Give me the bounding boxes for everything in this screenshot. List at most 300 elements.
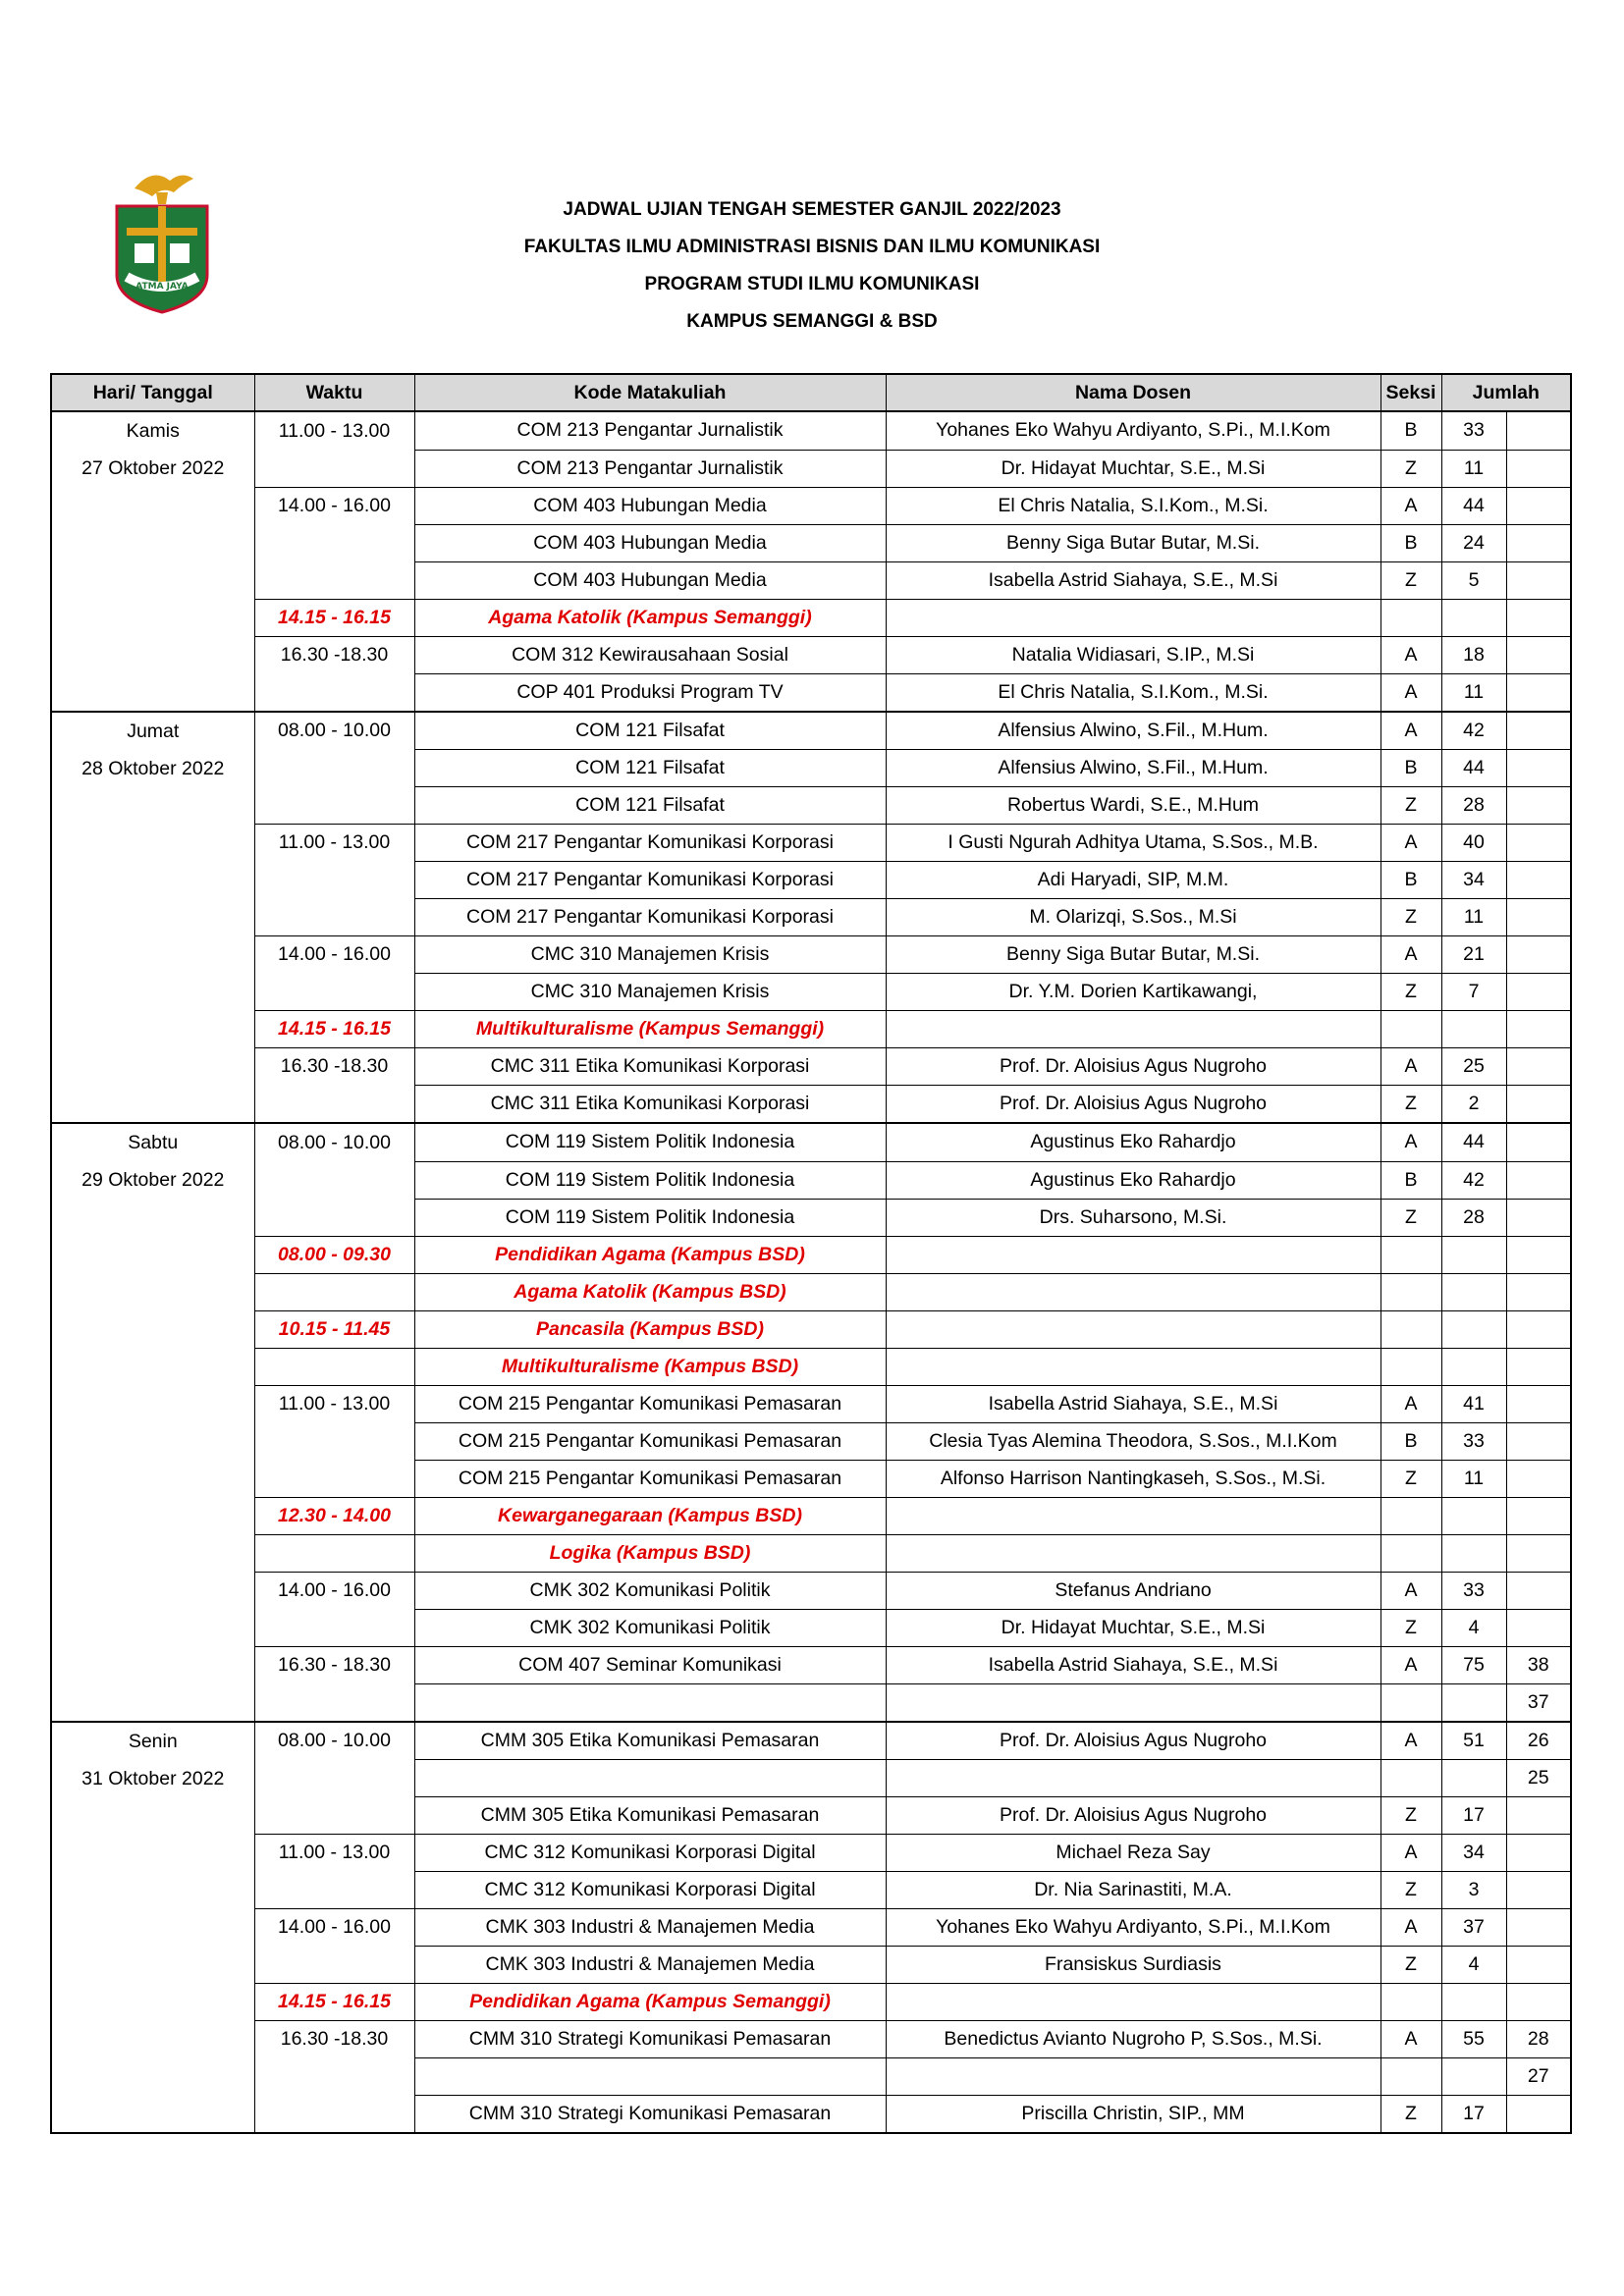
- course-cell: CMC 311 Etika Komunikasi Korporasi: [414, 1086, 886, 1124]
- count-cell: 40: [1441, 825, 1506, 862]
- lecturer-cell: Prof. Dr. Aloisius Agus Nugroho: [886, 1048, 1380, 1086]
- table-row: [51, 1123, 1571, 1161]
- count-cell: 33: [1441, 411, 1506, 450]
- extra-count-cell: [1506, 1909, 1571, 1947]
- day-cell: [51, 487, 254, 524]
- table-row: [51, 1909, 1571, 1947]
- table-row: [51, 1722, 1571, 1760]
- section-cell: [1380, 1683, 1441, 1722]
- table-row: [51, 1199, 1571, 1236]
- col-header-day: Hari/ Tanggal: [51, 374, 254, 411]
- count-cell: 11: [1441, 450, 1506, 487]
- day-cell: [51, 1011, 254, 1048]
- table-row: [51, 1273, 1571, 1310]
- section-cell: Z: [1380, 787, 1441, 825]
- table-row: [51, 1086, 1571, 1124]
- header-line-1: JADWAL UJIAN TENGAH SEMESTER GANJIL 2022/2023: [563, 199, 1061, 220]
- extra-count-cell: [1506, 487, 1571, 524]
- section-cell: A: [1380, 1909, 1441, 1947]
- course-cell: COM 119 Sistem Politik Indonesia: [414, 1199, 886, 1236]
- col-header-count: Jumlah: [1441, 374, 1571, 411]
- count-cell: 4: [1441, 1947, 1506, 1984]
- course-cell: Kewarganegaraan (Kampus BSD): [414, 1497, 886, 1534]
- count-cell: 11: [1441, 899, 1506, 936]
- day-cell: [51, 1348, 254, 1385]
- time-cell: [254, 561, 414, 599]
- day-cell: [51, 1534, 254, 1572]
- table-row: [51, 1835, 1571, 1872]
- table-row: [51, 1984, 1571, 2021]
- lecturer-cell: El Chris Natalia, S.I.Kom., M.Si.: [886, 673, 1380, 712]
- table-row: [51, 1609, 1571, 1646]
- day-cell: [51, 1236, 254, 1273]
- course-cell: CMM 310 Strategi Komunikasi Pemasaran: [414, 2096, 886, 2134]
- lecturer-cell: Isabella Astrid Siahaya, S.E., M.Si: [886, 1646, 1380, 1683]
- time-cell: [254, 673, 414, 712]
- lecturer-cell: [886, 1236, 1380, 1273]
- course-cell: COM 403 Hubungan Media: [414, 487, 886, 524]
- lecturer-cell: Yohanes Eko Wahyu Ardiyanto, S.Pi., M.I.Kom: [886, 411, 1380, 450]
- section-cell: A: [1380, 1835, 1441, 1872]
- count-cell: 2: [1441, 1086, 1506, 1124]
- time-cell: 12.30 - 14.00: [254, 1497, 414, 1534]
- section-cell: A: [1380, 1123, 1441, 1161]
- count-cell: [1441, 2058, 1506, 2096]
- day-cell: [51, 899, 254, 936]
- table-header-row: [51, 374, 1571, 411]
- lecturer-cell: [886, 1683, 1380, 1722]
- time-cell: 10.15 - 11.45: [254, 1310, 414, 1348]
- extra-count-cell: [1506, 524, 1571, 561]
- col-header-section: Seksi: [1380, 374, 1441, 411]
- time-cell: [254, 1534, 414, 1572]
- lecturer-cell: M. Olarizqi, S.Sos., M.Si: [886, 899, 1380, 936]
- course-cell: COM 215 Pengantar Komunikasi Pemasaran: [414, 1422, 886, 1460]
- table-row: [51, 1797, 1571, 1835]
- table-row: [51, 1497, 1571, 1534]
- count-cell: 11: [1441, 673, 1506, 712]
- course-cell: CMK 302 Komunikasi Politik: [414, 1609, 886, 1646]
- table-row: [51, 1760, 1571, 1797]
- section-cell: [1380, 1310, 1441, 1348]
- section-cell: Z: [1380, 1199, 1441, 1236]
- count-cell: 18: [1441, 636, 1506, 673]
- table-row: [51, 1683, 1571, 1722]
- table-row: [51, 862, 1571, 899]
- lecturer-cell: Agustinus Eko Rahardjo: [886, 1123, 1380, 1161]
- extra-count-cell: [1506, 899, 1571, 936]
- table-row: [51, 712, 1571, 750]
- time-cell: [254, 1609, 414, 1646]
- time-cell: 14.00 - 16.00: [254, 1572, 414, 1609]
- table-row: [51, 2021, 1571, 2058]
- count-cell: 41: [1441, 1385, 1506, 1422]
- section-cell: A: [1380, 825, 1441, 862]
- course-cell: [414, 1760, 886, 1797]
- lecturer-cell: Alfensius Alwino, S.Fil., M.Hum.: [886, 750, 1380, 787]
- time-cell: [254, 1947, 414, 1984]
- day-cell: [51, 974, 254, 1011]
- time-cell: [254, 1460, 414, 1497]
- course-cell: CMM 305 Etika Komunikasi Pemasaran: [414, 1797, 886, 1835]
- course-cell: Pancasila (Kampus BSD): [414, 1310, 886, 1348]
- lecturer-cell: [886, 2058, 1380, 2096]
- day-cell: 28 Oktober 2022: [51, 750, 254, 787]
- lecturer-cell: Benny Siga Butar Butar, M.Si.: [886, 524, 1380, 561]
- day-cell: [51, 1460, 254, 1497]
- day-cell: 27 Oktober 2022: [51, 450, 254, 487]
- day-cell: Senin: [51, 1722, 254, 1760]
- course-cell: [414, 2058, 886, 2096]
- count-cell: [1441, 599, 1506, 636]
- table-row: [51, 524, 1571, 561]
- count-cell: 4: [1441, 1609, 1506, 1646]
- count-cell: 37: [1441, 1909, 1506, 1947]
- count-cell: [1441, 1984, 1506, 2021]
- lecturer-cell: [886, 1011, 1380, 1048]
- lecturer-cell: Alfensius Alwino, S.Fil., M.Hum.: [886, 712, 1380, 750]
- extra-count-cell: [1506, 1348, 1571, 1385]
- day-cell: [51, 2096, 254, 2134]
- extra-count-cell: [1506, 1835, 1571, 1872]
- extra-count-cell: [1506, 1123, 1571, 1161]
- table-row: [51, 411, 1571, 450]
- day-cell: [51, 862, 254, 899]
- time-cell: 14.15 - 16.15: [254, 1984, 414, 2021]
- section-cell: Z: [1380, 974, 1441, 1011]
- day-cell: [51, 1048, 254, 1086]
- count-cell: 44: [1441, 487, 1506, 524]
- day-cell: [51, 1497, 254, 1534]
- exam-schedule-table: [50, 373, 1572, 2134]
- course-cell: COM 217 Pengantar Komunikasi Korporasi: [414, 899, 886, 936]
- table-row: [51, 561, 1571, 599]
- count-cell: 17: [1441, 2096, 1506, 2134]
- lecturer-cell: Priscilla Christin, SIP., MM: [886, 2096, 1380, 2134]
- lecturer-cell: Prof. Dr. Aloisius Agus Nugroho: [886, 1797, 1380, 1835]
- course-cell: COM 121 Filsafat: [414, 787, 886, 825]
- count-cell: 55: [1441, 2021, 1506, 2058]
- time-cell: 16.30 -18.30: [254, 636, 414, 673]
- section-cell: Z: [1380, 899, 1441, 936]
- count-cell: [1441, 1760, 1506, 1797]
- lecturer-cell: Dr. Hidayat Muchtar, S.E., M.Si: [886, 1609, 1380, 1646]
- lecturer-cell: Robertus Wardi, S.E., M.Hum: [886, 787, 1380, 825]
- time-cell: [254, 1086, 414, 1124]
- day-cell: [51, 1984, 254, 2021]
- count-cell: [1441, 1236, 1506, 1273]
- table-row: [51, 2058, 1571, 2096]
- day-cell: Kamis: [51, 411, 254, 450]
- course-cell: CMK 303 Industri & Manajemen Media: [414, 1947, 886, 1984]
- lecturer-cell: Agustinus Eko Rahardjo: [886, 1161, 1380, 1199]
- count-cell: 28: [1441, 1199, 1506, 1236]
- extra-count-cell: [1506, 1497, 1571, 1534]
- header-line-2: FAKULTAS ILMU ADMINISTRASI BISNIS DAN ILMU KOMUNIKASI: [523, 237, 1101, 257]
- extra-count-cell: [1506, 1086, 1571, 1124]
- document-header: [0, 191, 1624, 341]
- course-cell: [414, 1683, 886, 1722]
- day-cell: [51, 825, 254, 862]
- section-cell: Z: [1380, 1609, 1441, 1646]
- time-cell: [254, 862, 414, 899]
- time-cell: 14.00 - 16.00: [254, 487, 414, 524]
- count-cell: 21: [1441, 936, 1506, 974]
- header-line-4: KAMPUS SEMANGGI & BSD: [686, 311, 938, 332]
- lecturer-cell: [886, 1310, 1380, 1348]
- time-cell: 11.00 - 13.00: [254, 1385, 414, 1422]
- section-cell: A: [1380, 1572, 1441, 1609]
- section-cell: A: [1380, 936, 1441, 974]
- extra-count-cell: [1506, 1534, 1571, 1572]
- day-cell: Jumat: [51, 712, 254, 750]
- table-row: [51, 936, 1571, 974]
- count-cell: [1441, 1497, 1506, 1534]
- count-cell: 44: [1441, 1123, 1506, 1161]
- time-cell: [254, 2096, 414, 2134]
- course-cell: CMM 305 Etika Komunikasi Pemasaran: [414, 1722, 886, 1760]
- section-cell: [1380, 1984, 1441, 2021]
- lecturer-cell: Isabella Astrid Siahaya, S.E., M.Si: [886, 561, 1380, 599]
- count-cell: 34: [1441, 1835, 1506, 1872]
- course-cell: COP 401 Produksi Program TV: [414, 673, 886, 712]
- section-cell: A: [1380, 487, 1441, 524]
- time-cell: [254, 750, 414, 787]
- course-cell: Pendidikan Agama (Kampus Semanggi): [414, 1984, 886, 2021]
- extra-count-cell: 28: [1506, 2021, 1571, 2058]
- count-cell: 17: [1441, 1797, 1506, 1835]
- table-row: [51, 1048, 1571, 1086]
- section-cell: [1380, 1534, 1441, 1572]
- time-cell: 14.00 - 16.00: [254, 1909, 414, 1947]
- time-cell: [254, 1422, 414, 1460]
- table-row: [51, 487, 1571, 524]
- extra-count-cell: 26: [1506, 1722, 1571, 1760]
- time-cell: 11.00 - 13.00: [254, 1835, 414, 1872]
- time-cell: 11.00 - 13.00: [254, 825, 414, 862]
- section-cell: [1380, 1497, 1441, 1534]
- extra-count-cell: [1506, 1273, 1571, 1310]
- time-cell: 16.30 -18.30: [254, 1048, 414, 1086]
- table-row: [51, 2096, 1571, 2134]
- lecturer-cell: Fransiskus Surdiasis: [886, 1947, 1380, 1984]
- time-cell: 16.30 -18.30: [254, 2021, 414, 2058]
- section-cell: Z: [1380, 450, 1441, 487]
- extra-count-cell: [1506, 1422, 1571, 1460]
- lecturer-cell: [886, 1760, 1380, 1797]
- extra-count-cell: [1506, 1310, 1571, 1348]
- extra-count-cell: 27: [1506, 2058, 1571, 2096]
- lecturer-cell: Stefanus Andriano: [886, 1572, 1380, 1609]
- section-cell: Z: [1380, 2096, 1441, 2134]
- lecturer-cell: [886, 1534, 1380, 1572]
- crest-text: ATMA JAYA: [135, 282, 189, 292]
- day-cell: [51, 1273, 254, 1310]
- time-cell: [254, 450, 414, 487]
- count-cell: 34: [1441, 862, 1506, 899]
- lecturer-cell: [886, 1984, 1380, 2021]
- course-cell: Multikulturalisme (Kampus Semanggi): [414, 1011, 886, 1048]
- day-cell: [51, 2058, 254, 2096]
- table-row: [51, 787, 1571, 825]
- lecturer-cell: Dr. Nia Sarinastiti, M.A.: [886, 1872, 1380, 1909]
- table-row: [51, 636, 1571, 673]
- course-cell: CMC 310 Manajemen Krisis: [414, 974, 886, 1011]
- course-cell: COM 217 Pengantar Komunikasi Korporasi: [414, 862, 886, 899]
- extra-count-cell: [1506, 1236, 1571, 1273]
- time-cell: [254, 1273, 414, 1310]
- lecturer-cell: Prof. Dr. Aloisius Agus Nugroho: [886, 1722, 1380, 1760]
- section-cell: A: [1380, 1646, 1441, 1683]
- time-cell: [254, 1760, 414, 1797]
- course-cell: CMK 302 Komunikasi Politik: [414, 1572, 886, 1609]
- table-row: [51, 974, 1571, 1011]
- time-cell: [254, 974, 414, 1011]
- extra-count-cell: [1506, 1872, 1571, 1909]
- lecturer-cell: I Gusti Ngurah Adhitya Utama, S.Sos., M.B.: [886, 825, 1380, 862]
- section-cell: [1380, 1348, 1441, 1385]
- time-cell: [254, 899, 414, 936]
- time-cell: [254, 2058, 414, 2096]
- lecturer-cell: [886, 1348, 1380, 1385]
- count-cell: [1441, 1683, 1506, 1722]
- course-cell: CMC 310 Manajemen Krisis: [414, 936, 886, 974]
- section-cell: [1380, 2058, 1441, 2096]
- extra-count-cell: 38: [1506, 1646, 1571, 1683]
- course-cell: CMC 312 Komunikasi Korporasi Digital: [414, 1872, 886, 1909]
- table-row: [51, 899, 1571, 936]
- extra-count-cell: [1506, 750, 1571, 787]
- count-cell: [1441, 1273, 1506, 1310]
- lecturer-cell: Michael Reza Say: [886, 1835, 1380, 1872]
- day-cell: [51, 787, 254, 825]
- course-cell: CMM 310 Strategi Komunikasi Pemasaran: [414, 2021, 886, 2058]
- course-cell: Pendidikan Agama (Kampus BSD): [414, 1236, 886, 1273]
- count-cell: 51: [1441, 1722, 1506, 1760]
- day-cell: [51, 1909, 254, 1947]
- extra-count-cell: [1506, 1385, 1571, 1422]
- section-cell: A: [1380, 636, 1441, 673]
- count-cell: 7: [1441, 974, 1506, 1011]
- day-cell: [51, 1609, 254, 1646]
- lecturer-cell: Prof. Dr. Aloisius Agus Nugroho: [886, 1086, 1380, 1124]
- course-cell: COM 213 Pengantar Jurnalistik: [414, 450, 886, 487]
- section-cell: A: [1380, 1722, 1441, 1760]
- table-row: [51, 1646, 1571, 1683]
- time-cell: [254, 787, 414, 825]
- course-cell: COM 119 Sistem Politik Indonesia: [414, 1161, 886, 1199]
- course-cell: COM 121 Filsafat: [414, 750, 886, 787]
- table-row: [51, 1534, 1571, 1572]
- day-cell: [51, 1422, 254, 1460]
- extra-count-cell: [1506, 1161, 1571, 1199]
- extra-count-cell: [1506, 1572, 1571, 1609]
- section-cell: A: [1380, 2021, 1441, 2058]
- time-cell: [254, 1872, 414, 1909]
- course-cell: Agama Katolik (Kampus Semanggi): [414, 599, 886, 636]
- table-row: [51, 1572, 1571, 1609]
- section-cell: B: [1380, 411, 1441, 450]
- time-cell: 08.00 - 10.00: [254, 1722, 414, 1760]
- count-cell: 25: [1441, 1048, 1506, 1086]
- day-cell: Sabtu: [51, 1123, 254, 1161]
- course-cell: COM 403 Hubungan Media: [414, 561, 886, 599]
- section-cell: Z: [1380, 561, 1441, 599]
- table-row: [51, 1348, 1571, 1385]
- time-cell: [254, 1348, 414, 1385]
- lecturer-cell: El Chris Natalia, S.I.Kom., M.Si.: [886, 487, 1380, 524]
- day-cell: [51, 599, 254, 636]
- extra-count-cell: [1506, 636, 1571, 673]
- extra-count-cell: [1506, 1797, 1571, 1835]
- time-cell: [254, 1683, 414, 1722]
- count-cell: 44: [1441, 750, 1506, 787]
- extra-count-cell: [1506, 673, 1571, 712]
- count-cell: 33: [1441, 1572, 1506, 1609]
- day-cell: [51, 524, 254, 561]
- section-cell: [1380, 599, 1441, 636]
- day-cell: [51, 1683, 254, 1722]
- col-header-time: Waktu: [254, 374, 414, 411]
- lecturer-cell: Benny Siga Butar Butar, M.Si.: [886, 936, 1380, 974]
- day-cell: [51, 561, 254, 599]
- table-row: [51, 750, 1571, 787]
- extra-count-cell: [1506, 974, 1571, 1011]
- extra-count-cell: [1506, 450, 1571, 487]
- lecturer-cell: Dr. Y.M. Dorien Kartikawangi,: [886, 974, 1380, 1011]
- course-cell: COM 403 Hubungan Media: [414, 524, 886, 561]
- extra-count-cell: 25: [1506, 1760, 1571, 1797]
- table-row: [51, 1872, 1571, 1909]
- section-cell: Z: [1380, 1947, 1441, 1984]
- count-cell: 24: [1441, 524, 1506, 561]
- count-cell: 28: [1441, 787, 1506, 825]
- day-cell: [51, 1646, 254, 1683]
- table-row: [51, 673, 1571, 712]
- course-cell: COM 215 Pengantar Komunikasi Pemasaran: [414, 1385, 886, 1422]
- extra-count-cell: [1506, 862, 1571, 899]
- time-cell: [254, 1797, 414, 1835]
- count-cell: [1441, 1348, 1506, 1385]
- section-cell: B: [1380, 1161, 1441, 1199]
- time-cell: [254, 1161, 414, 1199]
- day-cell: [51, 1572, 254, 1609]
- lecturer-cell: Benedictus Avianto Nugroho P, S.Sos., M.Si.: [886, 2021, 1380, 2058]
- extra-count-cell: [1506, 1460, 1571, 1497]
- time-cell: 14.00 - 16.00: [254, 936, 414, 974]
- count-cell: 42: [1441, 1161, 1506, 1199]
- day-cell: [51, 1872, 254, 1909]
- count-cell: 3: [1441, 1872, 1506, 1909]
- section-cell: A: [1380, 673, 1441, 712]
- table-row: [51, 1422, 1571, 1460]
- time-cell: 08.00 - 10.00: [254, 1123, 414, 1161]
- lecturer-cell: Isabella Astrid Siahaya, S.E., M.Si: [886, 1385, 1380, 1422]
- section-cell: A: [1380, 1385, 1441, 1422]
- extra-count-cell: [1506, 787, 1571, 825]
- day-cell: [51, 1310, 254, 1348]
- table-row: [51, 1236, 1571, 1273]
- table-row: [51, 1460, 1571, 1497]
- extra-count-cell: [1506, 599, 1571, 636]
- section-cell: [1380, 1760, 1441, 1797]
- table-row: [51, 825, 1571, 862]
- day-cell: [51, 1835, 254, 1872]
- section-cell: B: [1380, 1422, 1441, 1460]
- course-cell: COM 312 Kewirausahaan Sosial: [414, 636, 886, 673]
- time-cell: [254, 1199, 414, 1236]
- section-cell: B: [1380, 862, 1441, 899]
